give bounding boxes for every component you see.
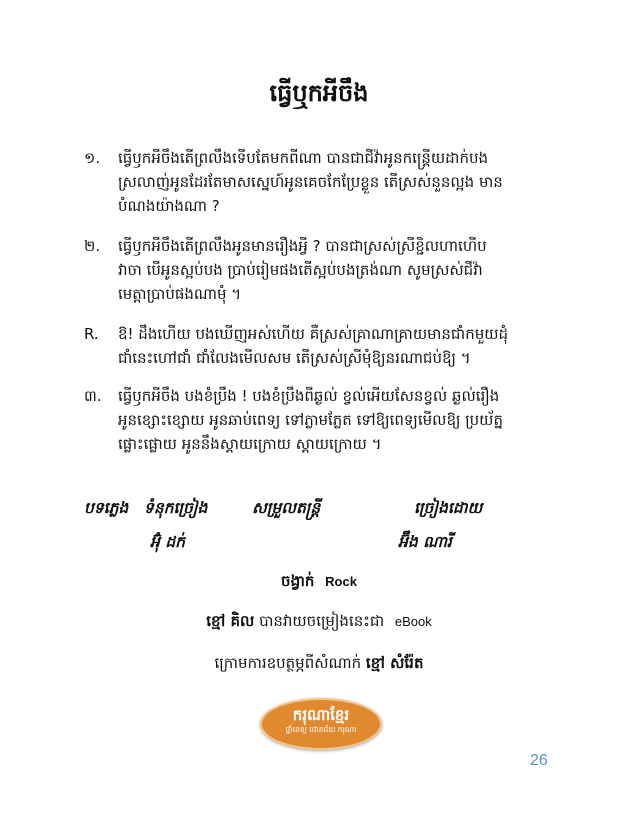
typist-name: ខ្មៅ គិល [206,612,255,630]
verse-line: ផ្លោះផ្លោយ អូននឹងស្តាយក្រោយ ស្តាយក្រោយ ។ [118,435,382,453]
logo-sub-text: ថ្នាំពេទ្យ ជោគជ័យ ករុណា [285,725,357,734]
ebook-text: បានវាយចម្រៀងនេះជា [259,612,385,630]
singer-label: ច្រៀងដោយ [414,499,483,517]
verse-line: ជាំនេះហៅជាំ ជាំលែងមើលសម តើស្រស់ស្រីមុំឱ្យនរណាជប់ឱ្យ ។ [118,349,471,367]
verse-number: ១. [84,149,101,167]
rhythm-value: Rock [325,574,357,589]
verse-2 [84,234,574,306]
logo-main-text: ករុណាខ្មែរ [292,706,350,724]
verse-line: ធ្វើឫកអីចឹងតើព្រលឹងទើបតែមកពីណា បានជាជីវ៉ាអូនកន្ត្រើយដាក់បង [118,149,489,167]
verse-line: ស្រលាញ់អូនដែរតែមាសស្នេហ៍អូនគេចកែប្រែខ្លួន តើស្រស់នួនល្អង មាន [118,173,503,191]
arranger-label: សម្រួលតន្ត្រី [252,499,321,517]
ebook-line [0,612,638,634]
page-number: 26 [530,752,548,769]
verse-number: ៣. [84,387,102,405]
rhythm-line [0,572,638,594]
ebook-format: eBook [394,614,432,629]
karuna-khmer-logo [260,698,382,750]
sponsor-line [0,654,638,676]
verse-line: វាចា បើអូនស្អប់បង ប្រាប់រៀមផងតើស្អប់បងត្រង់ណា សូមស្រស់ជីវ៉ា [118,261,483,279]
verse-1 [84,146,574,218]
verse-number: R. [84,325,99,343]
singer-name: អ៊ឹង ណារី [398,533,452,551]
lyricist-name: អ៊ុំ ដក់ [150,533,185,551]
verse-line: ធ្វើឫកអីចឹង បងខំប្រឹង ! បងខំប្រឹងពីឆ្ងល់ ខ្វល់អើយសែនខ្វល់ ឆ្ងល់រឿង [118,387,500,405]
page-title: ធ្វើឬកអីចឹង [269,79,369,107]
verse-line: ឱ! ដឹងហើយ បងឃើញអស់ហើយ គឺស្រស់គ្រាណាគ្រាយមានជាំកមួយដុំ [118,325,509,343]
verse-refrain [84,322,574,370]
sponsor-name: ខ្មៅ សំរ៉ែត [365,654,424,672]
verse-line: អូនខ្សោះខ្សោយ អូនឆាប់ពេទ្យ ទៅភ្លាមភ្លែត ទៅឱ្យពេទ្យមើលឱ្យ ប្រយ័ត្ន [118,411,503,429]
song-label: បទភ្លេង [84,499,129,517]
verse-number: ២. [84,237,101,255]
sponsor-text: ក្រោមការឧបត្ថម្ភពីសំណាក់ [214,654,362,672]
verse-line: បំណងយ៉ាងណា ? [118,197,220,215]
verse-line: ធ្វើឫកអីចឹងតើព្រលឹងអូនមានរឿងអ្វី ? បានជាស្រស់ស្រីខ្ជិលហាហើប [118,237,487,255]
lyricist-label: ទំនុកច្រៀង [144,499,208,517]
rhythm-label: ចង្វាក់ [281,572,315,590]
verse-3 [84,384,574,456]
verse-line: មេត្តាប្រាប់ផងណាមុំ ។ [118,285,242,303]
